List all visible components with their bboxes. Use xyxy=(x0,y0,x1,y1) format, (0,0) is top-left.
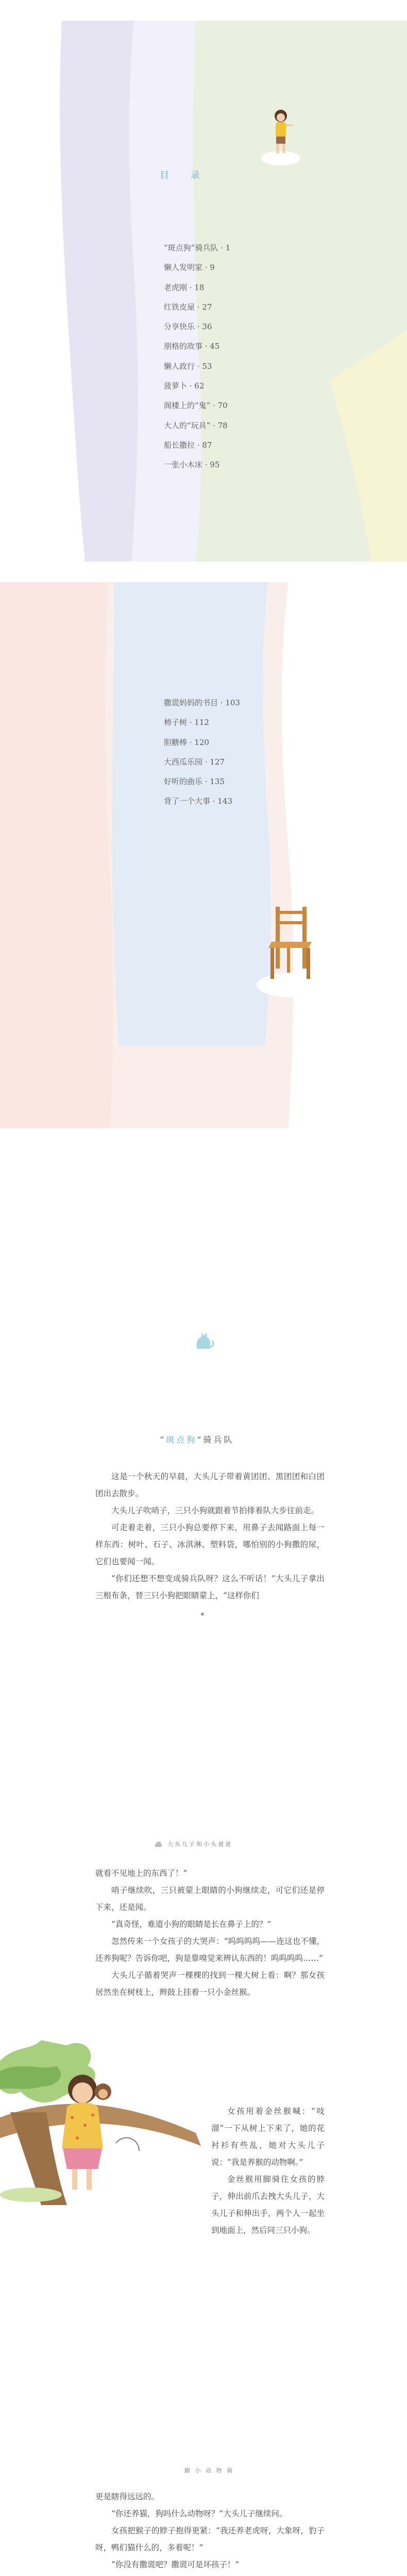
toc-item[interactable]: 红铁皮屋 · 27 xyxy=(164,302,212,312)
toc-item[interactable]: 好听的曲乐 · 135 xyxy=(164,777,225,787)
chapter-title: “斑点狗”骑兵队 xyxy=(160,1435,234,1445)
chapter-body-page1 xyxy=(95,1468,325,1604)
girl-in-tree-illustration xyxy=(0,2040,204,2205)
paragraph: “真奇怪，难道小狗的眼睛是长在鼻子上的？” xyxy=(111,1920,272,1929)
paragraph: “你没有撒谎吧？撒谎可是坏孩子！” xyxy=(111,2560,240,2569)
toc-page-2 xyxy=(0,582,407,1221)
page-marker-dot xyxy=(201,1613,204,1616)
toc-item[interactable]: 胆糖棒 · 120 xyxy=(164,737,209,747)
paragraph: 女孩用着金丝猴喊：“吱溜”一下从树上下来了，她的花衬衫有些乱，她对大头儿子说：“我是养猴的动物啊。” xyxy=(211,2107,325,2167)
paragraph: 可走着走着，三只小狗总要停下来，用鼻子去闻路面上每一样东西：树叶、石子、冰淇淋、塑料袋，哪怕别的小狗撒的尿，它们也要闻一闻。 xyxy=(95,1523,325,1566)
toc-item[interactable]: 朋格的故事 · 45 xyxy=(164,342,220,351)
running-head: 脚 小 动 物 骑 xyxy=(184,2467,234,2474)
toc-item[interactable]: 懒人政行 · 53 xyxy=(164,361,212,371)
toc-item[interactable]: 撒谎妈妈的书目 · 103 xyxy=(164,698,240,707)
paragraph: “你们还想不想变成骑兵队呀？这么不听话！”大头儿子拿出三根布条，替三只小狗把眼睛蒙上，“这样你们 xyxy=(95,1574,325,1600)
paragraph: 就看不见地上的东西了！” xyxy=(95,1869,188,1878)
toc-list xyxy=(164,238,230,475)
toc-item[interactable]: 老虎刚 · 18 xyxy=(164,282,205,292)
toc-item[interactable]: 柿子树 · 112 xyxy=(164,718,209,727)
paragraph: 这是一个秋天的早晨，大头儿子带着黄团团、黑团团和白团团出去散步。 xyxy=(95,1472,325,1498)
chair-on-cloud-illustration xyxy=(255,896,332,999)
toc-item[interactable]: 菠萝卜 · 62 xyxy=(164,381,205,391)
girl-on-cloud-illustration xyxy=(260,100,301,167)
toc-item[interactable]: 背了一个大事 · 143 xyxy=(164,796,232,806)
paragraph: 女孩把猴子的脖子抱得更紧：“我还养老虎呀，大象呀，豹子呀，鸭们猫什么的，多着呢！” xyxy=(95,2526,325,2552)
toc-item[interactable]: 懒人发明家 · 9 xyxy=(164,263,215,273)
chapter-body-page2-side xyxy=(211,2103,325,2239)
toc-item[interactable]: 一张小木床 · 95 xyxy=(164,460,220,470)
paragraph: 金丝猴用脚骑住女孩的脖子，伸出前爪去拽大头儿子，大头儿子和伸出手，两个人一起坐到地面上，然后同三只小狗。 xyxy=(211,2175,325,2235)
toc-item[interactable]: 船长撒拉 · 87 xyxy=(164,440,212,450)
paragraph xyxy=(95,2573,325,2576)
chapter-body-page2-top xyxy=(95,1865,325,2001)
paragraph: 大头儿子吹哨子，三只小狗就跟着节拍排着队大步往前走。 xyxy=(111,1506,319,1515)
toc-list-continued xyxy=(164,693,240,811)
cat-icon xyxy=(191,1328,216,1354)
toc-item[interactable]: 大西瓜乐园 · 127 xyxy=(164,757,225,767)
watercolor-background xyxy=(0,582,407,1221)
paragraph: 哨子继续吹，三只被蒙上眼睛的小狗继续走，可它们还是停下来，还是闻。 xyxy=(95,1886,325,1912)
paragraph: “你还养猫，狗吗什么动物呀？”大头儿子继续问。 xyxy=(111,2509,287,2518)
paragraph: 更是瞎得远远的。 xyxy=(95,2492,160,2501)
toc-item[interactable]: “斑点狗”骑兵队 · 1 xyxy=(164,243,231,252)
toc-item[interactable]: 分享快乐 · 36 xyxy=(164,322,212,332)
toc-item[interactable]: 大人的“玩具” · 78 xyxy=(164,420,228,430)
toc-page-1 xyxy=(0,0,407,582)
cat-icon xyxy=(154,1840,164,1848)
toc-heading: 目 录 xyxy=(160,170,209,181)
toc-item[interactable]: 阁楼上的“鬼” · 70 xyxy=(164,401,228,411)
running-head: 大头儿子和小头爸爸 xyxy=(167,1841,232,1848)
paragraph: 大头儿子循着哭声一棵棵的找到一棵大树上看：啊？那女孩居然坐在树枝上，辫鼓上挂着一只小金丝猴。 xyxy=(95,1971,325,1997)
paragraph: 忽然传来一个女孩子的大哭声：“呜呜呜呜——连这也不懂，还养狗呢？告诉你吧，狗是靠嗅觉来辨认东西的！呜呜呜呜……” xyxy=(95,1937,325,1963)
chapter-body-page3 xyxy=(95,2488,325,2576)
